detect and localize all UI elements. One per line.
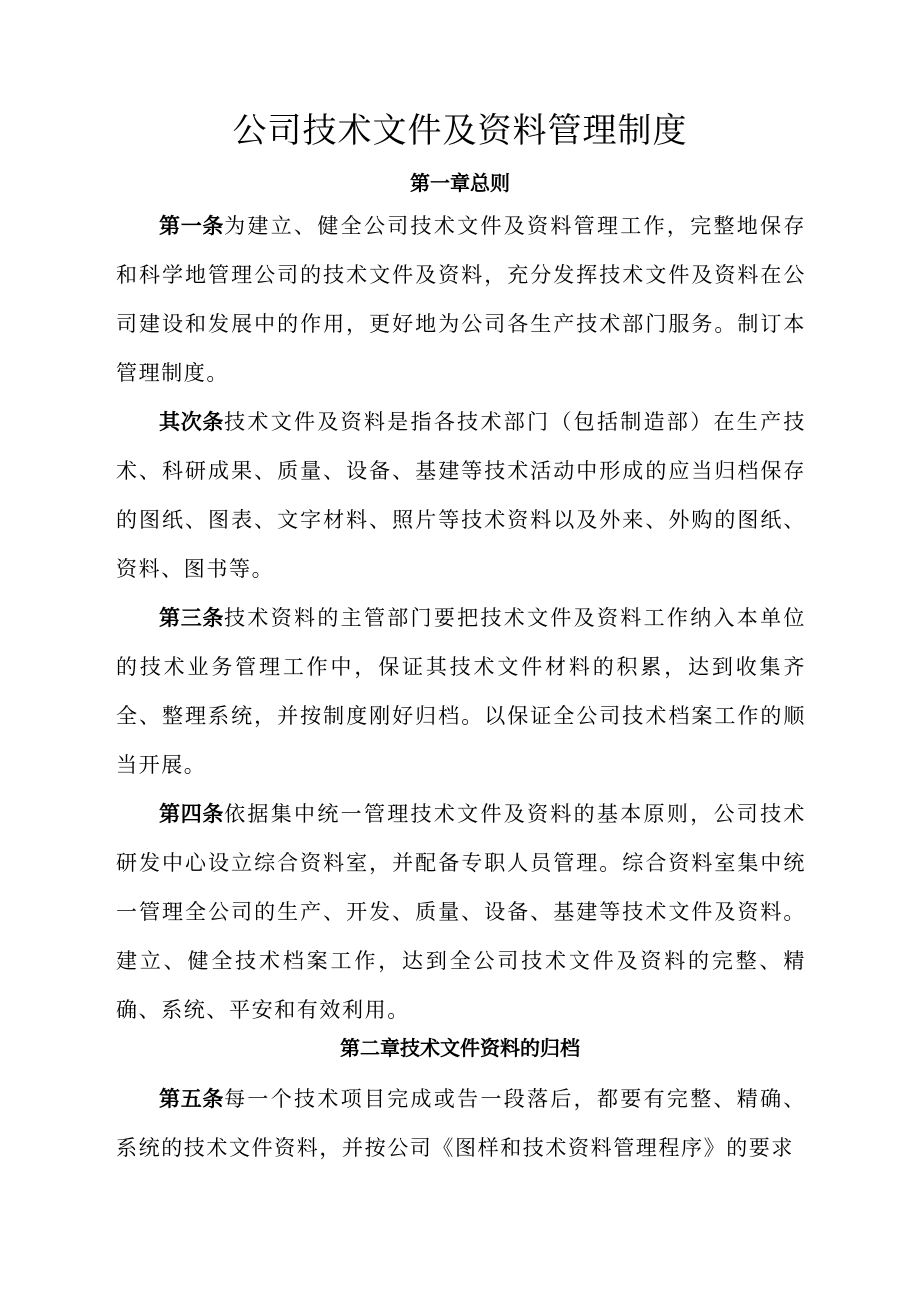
article-label: 其次条 bbox=[159, 410, 225, 434]
chapter-heading-2: 第二章技术文件资料的归档 bbox=[340, 1036, 580, 1060]
article-label: 第五条 bbox=[159, 1087, 225, 1111]
article-label: 第四条 bbox=[159, 802, 225, 826]
chapter-heading-1: 第一章总则 bbox=[410, 171, 510, 195]
article-text: 技术文件及资料是指各技术部门（包括制造部）在生产技术、科研成果、质量、设备、基建等技术活动中形成的应当归档保存的图纸、图表、文字材料、照片等技术资料以及外来、外购的图纸、资料、图书等。 bbox=[116, 410, 807, 581]
article-label: 第一条 bbox=[159, 214, 225, 238]
article-label: 第三条 bbox=[159, 606, 225, 630]
article-text: 技术资料的主管部门要把技术文件及资料工作纳入本单位的技术业务管理工作中，保证其技术文件材料的积累，达到收集齐全、整理系统，并按制度刚好归档。以保证全公司技术档案工作的顺当开展。 bbox=[116, 606, 807, 777]
article-text: 每一个技术项目完成或告一段落后，都要有完整、精确、系统的技术文件资料，并按公司《图样和技术资料管理程序》的要求 bbox=[116, 1087, 807, 1160]
article-4 bbox=[116, 790, 806, 1035]
document-title: 公司技术文件及资料管理制度 bbox=[232, 111, 688, 151]
article-text: 为建立、健全公司技术文件及资料管理工作，完整地保存和科学地管理公司的技术文件及资料，充分发挥技术文件及资料在公司建设和发展中的作用，更好地为公司各生产技术部门服务。制订本管理制度。 bbox=[116, 214, 807, 385]
article-text: 依据集中统一管理技术文件及资料的基本原则，公司技术研发中心设立综合资料室，并配备专职人员管理。综合资料室集中统一管理全公司的生产、开发、质量、设备、基建等技术文件及资料。建立、健全技术档案工作，达到全公司技术文件及资料的完整、精确、系统、平安和有效利用。 bbox=[116, 802, 807, 1022]
article-2 bbox=[116, 398, 806, 594]
article-3 bbox=[116, 594, 806, 790]
article-5 bbox=[116, 1075, 806, 1173]
article-1 bbox=[116, 202, 806, 398]
